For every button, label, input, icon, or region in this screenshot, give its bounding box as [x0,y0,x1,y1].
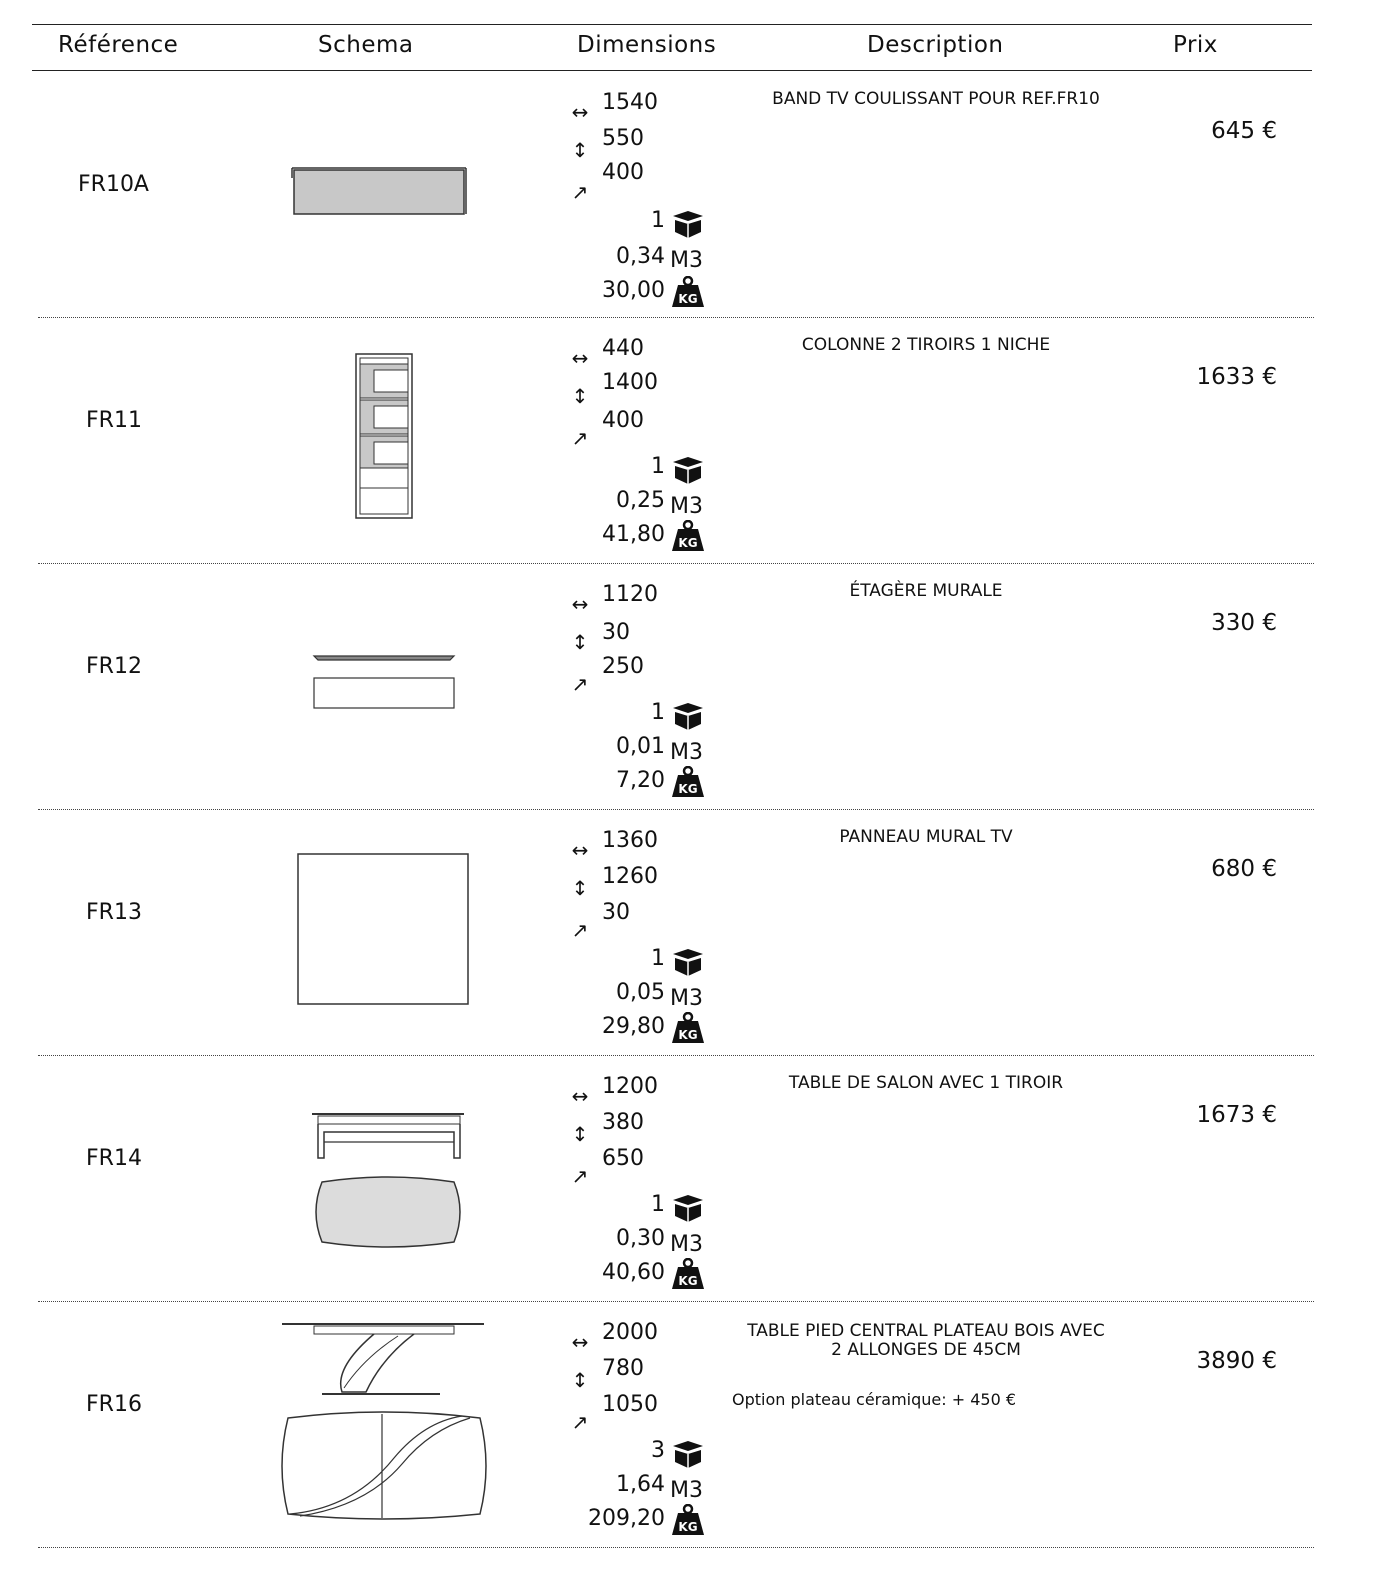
package-box-icon [670,1194,706,1224]
header-price: Prix [1173,32,1218,58]
price-value: 645 € [1211,118,1277,144]
schema-drawing-fr14 [308,1108,468,1254]
description-line-2: 2 ALLONGES DE 45CM [831,1340,1021,1360]
svg-text:KG: KG [678,536,698,550]
width-value: 1360 [602,828,658,853]
depth-value: 400 [602,160,644,185]
schema-drawing-fr16 [274,1318,494,1540]
header-dimensions: Dimensions [577,32,717,58]
svg-text:KG: KG [678,1520,698,1534]
option-text: Option plateau céramique: + 450 € [732,1390,1017,1409]
table-row [0,1056,1377,1302]
depth-value: 1050 [602,1392,658,1417]
weight-value: 29,80 [602,1014,665,1039]
volume-value: 0,30 [616,1226,665,1251]
width-arrow-icon: ↔ [571,1084,589,1108]
height-arrow-icon: ↕ [571,384,589,408]
reference-code: FR11 [86,408,142,433]
package-box-icon [670,948,706,978]
package-box-icon [670,456,706,486]
height-value: 1400 [602,370,658,395]
description-text: BAND TV COULISSANT POUR REF.FR10 [772,89,1100,109]
header-top-rule [32,24,1312,25]
price-value: 3890 € [1196,1348,1277,1374]
package-count: 3 [651,1438,665,1463]
height-arrow-icon: ↕ [571,138,589,162]
volume-unit: M3 [670,740,703,765]
header-description: Description [867,32,1004,58]
volume-value: 1,64 [616,1472,665,1497]
reference-code: FR14 [86,1146,142,1171]
package-count: 1 [651,208,665,233]
volume-unit: M3 [670,1478,703,1503]
package-count: 1 [651,946,665,971]
price-value: 330 € [1211,610,1277,636]
reference-code: FR10A [78,172,149,197]
svg-text:KG: KG [678,782,698,796]
svg-text:KG: KG [678,292,698,306]
price-value: 1673 € [1196,1102,1277,1128]
width-arrow-icon: ↔ [571,100,589,124]
height-value: 550 [602,126,644,151]
width-arrow-icon: ↔ [571,592,589,616]
width-value: 2000 [602,1320,658,1345]
depth-arrow-icon: ↗ [571,1164,589,1188]
description-text: TABLE DE SALON AVEC 1 TIROIR [788,1073,1064,1093]
volume-unit: M3 [670,1232,703,1257]
reference-code: FR12 [86,654,142,679]
price-value: 1633 € [1196,364,1277,390]
width-arrow-icon: ↔ [571,346,589,370]
height-value: 30 [602,620,630,645]
row-separator [38,1547,1314,1548]
package-box-icon [670,1440,706,1470]
weight-value: 41,80 [602,522,665,547]
height-value: 380 [602,1110,644,1135]
depth-value: 400 [602,408,644,433]
width-value: 440 [602,336,644,361]
header-reference: Référence [58,32,179,58]
table-row [0,72,1377,318]
package-count: 1 [651,1192,665,1217]
schema-drawing-fr12 [310,652,458,712]
table-row [0,1302,1377,1548]
table-row [0,318,1377,564]
weight-kg-icon [670,276,706,308]
schema-drawing-fr11 [354,352,414,520]
weight-kg-icon [670,1504,706,1536]
weight-value: 40,60 [602,1260,665,1285]
height-arrow-icon: ↕ [571,1122,589,1146]
height-arrow-icon: ↕ [571,876,589,900]
description-text: ÉTAGÈRE MURALE [849,581,1003,601]
depth-arrow-icon: ↗ [571,672,589,696]
height-value: 780 [602,1356,644,1381]
table-row [0,810,1377,1056]
depth-arrow-icon: ↗ [571,1410,589,1434]
width-value: 1120 [602,582,658,607]
weight-value: 209,20 [588,1506,665,1531]
reference-code: FR16 [86,1392,142,1417]
reference-code: FR13 [86,900,142,925]
weight-value: 30,00 [602,278,665,303]
depth-arrow-icon: ↗ [571,180,589,204]
depth-value: 250 [602,654,644,679]
volume-value: 0,34 [616,244,665,269]
volume-value: 0,01 [616,734,665,759]
weight-kg-icon [670,1258,706,1290]
package-box-icon [670,210,706,240]
depth-arrow-icon: ↗ [571,918,589,942]
depth-value: 30 [602,900,630,925]
volume-unit: M3 [670,494,703,519]
height-arrow-icon: ↕ [571,1368,589,1392]
height-arrow-icon: ↕ [571,630,589,654]
weight-kg-icon [670,766,706,798]
schema-drawing-fr10a [290,164,470,220]
volume-unit: M3 [670,986,703,1011]
description-text: COLONNE 2 TIROIRS 1 NICHE [801,335,1051,355]
header-schema: Schema [318,32,414,58]
price-value: 680 € [1211,856,1277,882]
depth-value: 650 [602,1146,644,1171]
header-bottom-rule [32,70,1312,71]
width-arrow-icon: ↔ [571,838,589,862]
svg-text:KG: KG [678,1028,698,1042]
depth-arrow-icon: ↗ [571,426,589,450]
description-text: PANNEAU MURAL TV [839,827,1013,847]
schema-drawing-fr13 [296,852,472,1006]
description-line-1: TABLE PIED CENTRAL PLATEAU BOIS AVEC [747,1321,1105,1341]
package-box-icon [670,702,706,732]
volume-unit: M3 [670,248,703,273]
width-arrow-icon: ↔ [571,1330,589,1354]
table-row [0,564,1377,810]
width-value: 1200 [602,1074,658,1099]
weight-kg-icon [670,520,706,552]
package-count: 1 [651,454,665,479]
volume-value: 0,05 [616,980,665,1005]
package-count: 1 [651,700,665,725]
svg-text:KG: KG [678,1274,698,1288]
height-value: 1260 [602,864,658,889]
width-value: 1540 [602,90,658,115]
weight-value: 7,20 [616,768,665,793]
weight-kg-icon [670,1012,706,1044]
volume-value: 0,25 [616,488,665,513]
